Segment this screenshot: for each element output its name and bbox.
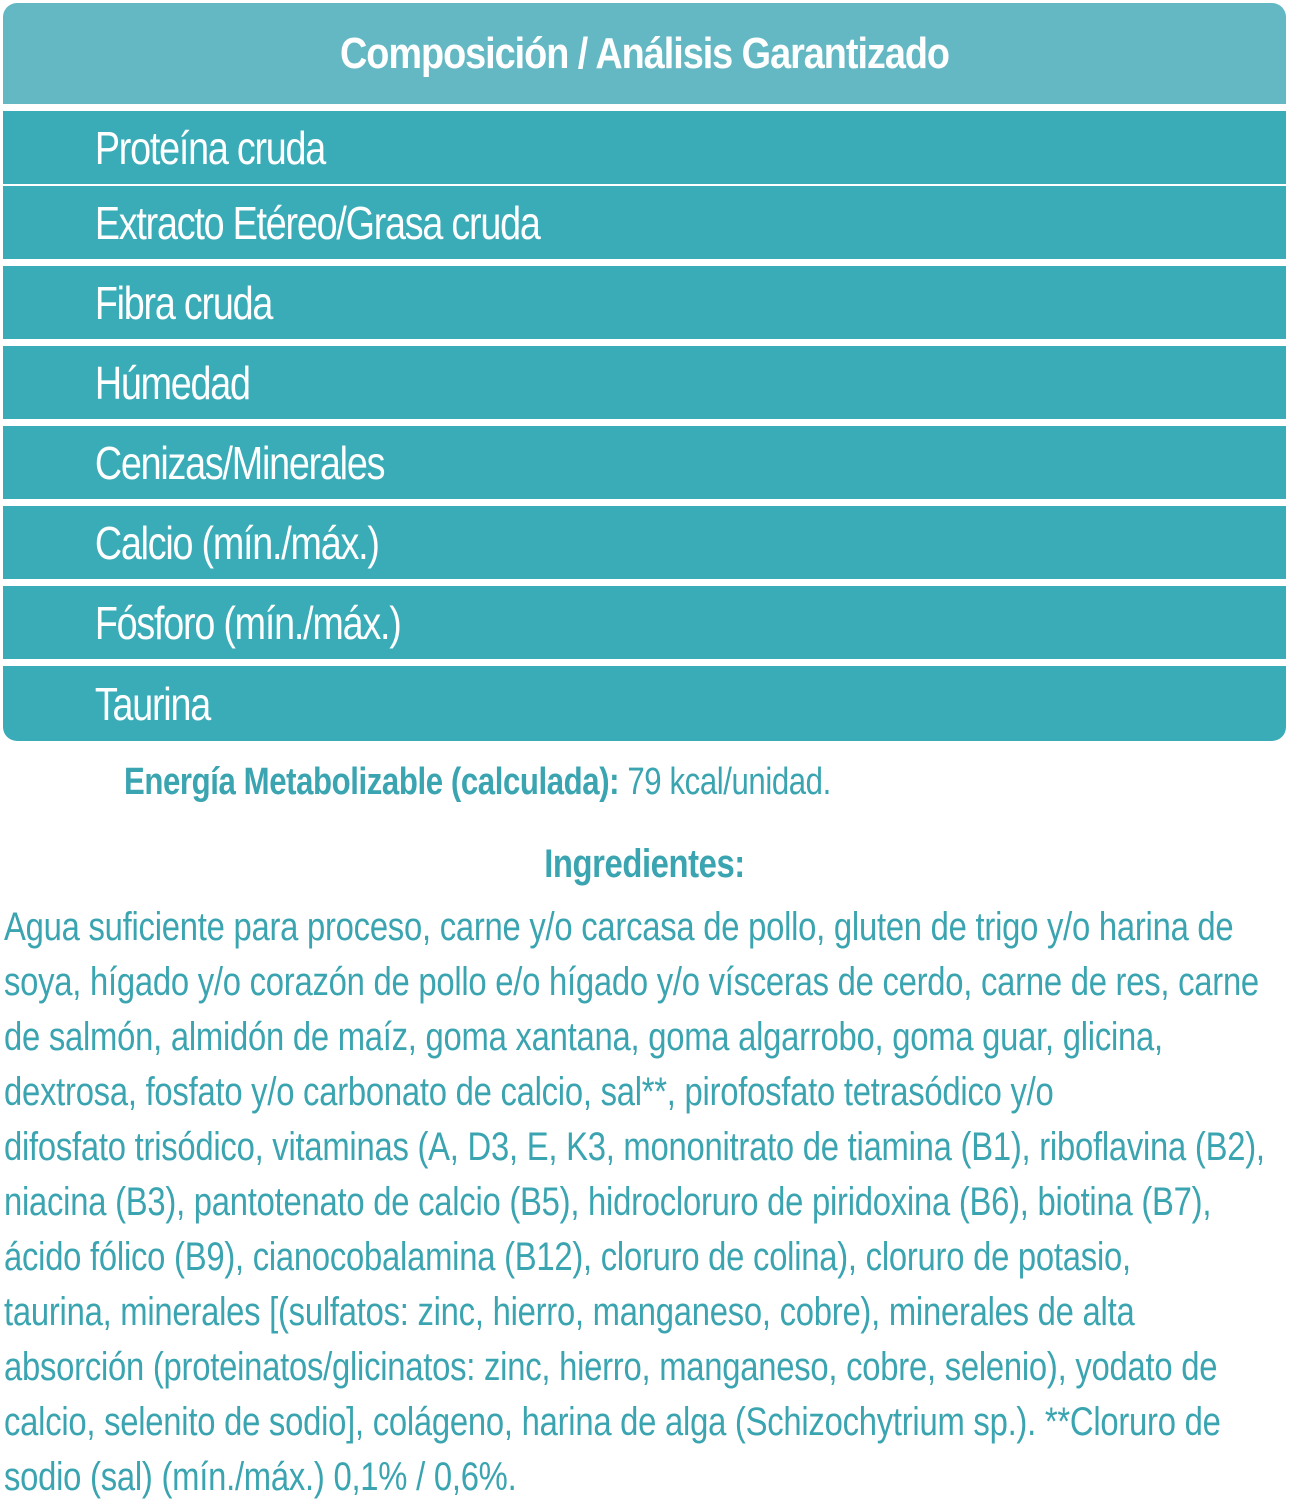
analysis-table (3, 3, 1286, 741)
ingredients-line: calcio, selenito de sodio], colágeno, harina de alga (Schizochytrium sp.). **Cloruro de (4, 1400, 1221, 1444)
row-label: Calcio (mín./máx.) (94, 516, 379, 569)
table-row (3, 666, 1286, 741)
ingredients-line: de salmón, almidón de maíz, goma xantana, goma algarrobo, goma guar, glicina, (4, 1015, 1163, 1059)
ingredients-line: difosfato trisódico, vitaminas (A, D3, E, K3, mononitrato de tiamina (B1), riboflavina (B2), (4, 1125, 1265, 1169)
table-header: Composición / Análisis Garantizado (93, 3, 1196, 104)
ingredients-line: soya, hígado y/o corazón de pollo e/o hígado y/o vísceras de cerdo, carne de res, carne (4, 960, 1259, 1004)
row-label: Cenizas/Minerales (94, 436, 385, 489)
table-row (3, 586, 1286, 659)
ingredients-line: Agua suficiente para proceso, carne y/o carcasa de pollo, gluten de trigo y/o harina de (4, 905, 1234, 949)
row-label: Húmedad (94, 356, 250, 409)
ingredients-title: Ingredientes: (544, 842, 745, 886)
row-label: Taurina (94, 677, 210, 730)
energy-value: 79 kcal/unidad. (619, 760, 831, 803)
ingredients-line: ácido fólico (B9), cianocobalamina (B12), cloruro de colina), cloruro de potasio, (4, 1235, 1131, 1279)
row-label: Extracto Etéreo/Grasa cruda (94, 196, 540, 249)
table-row (3, 346, 1286, 419)
ingredients-body (4, 900, 1265, 1505)
row-label: Fibra cruda (94, 276, 273, 329)
row-label: Proteína cruda (94, 121, 326, 174)
table-row (3, 111, 1286, 184)
ingredients-line: niacina (B3), pantotenato de calcio (B5), hidrocloruro de piridoxina (B6), biotina (B7), (4, 1180, 1212, 1224)
row-label: Fósforo (mín./máx.) (94, 596, 401, 649)
energy-line (124, 754, 831, 810)
energy-label: Energía Metabolizable (calculada): (124, 760, 620, 803)
table-row (3, 186, 1286, 259)
table-row (3, 426, 1286, 499)
ingredients-line: absorción (proteinatos/glicinatos: zinc, hierro, manganeso, cobre, selenio), yodato de (4, 1345, 1218, 1389)
ingredients-line: sodio (sal) (mín./máx.) 0,1% / 0,6%. (4, 1455, 517, 1499)
ingredients-line: dextrosa, fosfato y/o carbonato de calcio, sal**, pirofosfato tetrasódico y/o (4, 1070, 1054, 1114)
ingredients-line: taurina, minerales [(sulfatos: zinc, hierro, manganeso, cobre), minerales de alta (4, 1290, 1135, 1334)
table-row (3, 266, 1286, 339)
table-row (3, 506, 1286, 579)
